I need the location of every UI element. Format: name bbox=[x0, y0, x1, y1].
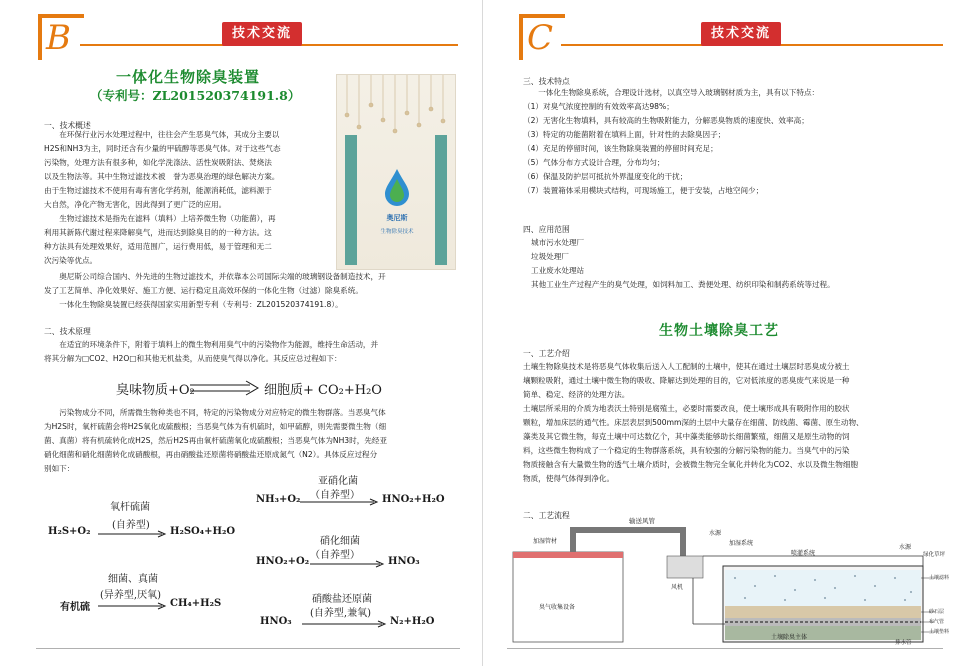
section-heading-process: 二、工艺流程 bbox=[523, 511, 570, 520]
section-title-soil: 生物土壤除臭工艺 bbox=[659, 323, 779, 339]
overview-text-2: 奥尼斯公司综合国内、外先进的生物过滤技术，并依靠本公司国际尖端的玻璃钢设备制造技术，开 发了工艺简单、净化效果好、施工方便、运行稳定且高效环保的一体化生物（过滤）除臭系统。 一体化生物除臭装置已经获得国家实用新型专利（专利号：ZL201520374191.8）。 bbox=[44, 272, 386, 309]
label-collect: 臭气收集设备 bbox=[539, 604, 576, 611]
applications-list: 城市污水处理厂 垃圾处理厂 工业废水处理站 其他工业生产过程产生的臭气处理，如饲料加工、粪便处理、纺织印染和制药系统等过程。 bbox=[531, 238, 835, 289]
section-heading-overview: 一、技术概述 bbox=[44, 121, 91, 130]
page-letter-b: B bbox=[38, 14, 84, 60]
section-heading-applications: 四、应用范围 bbox=[523, 225, 570, 234]
principle-text-2: 污染物成分不同，所需微生物种类也不同，特定的污染物成分对应特定的微生物群落。当恶臭气体 为H2S时，氧杆硫菌会将H2S氧化成硫酸根；当恶臭气体为有机硫时，如甲硫醇，则先需要微生物（细 菌、真菌）将有机硫转化成H2S，然后H2S再由氧杆硫菌氧化成硫酸根；当恶臭气体为NH3时，先经亚 硝化细菌和硝化细菌转化成硝酸根，再由硝酸盐还原菌将硝酸盐还原成氮气（N2）。具体反应过程分 别如下： bbox=[44, 408, 388, 473]
bead-curtain-icon bbox=[337, 75, 456, 135]
label-humid: 加湿系统 bbox=[729, 540, 754, 547]
label-layer-3: 布气管 bbox=[929, 619, 945, 625]
side-banner-right bbox=[435, 135, 447, 265]
principle-text: 在适宜的环境条件下，附着于填料上的微生物利用臭气中的污染物作为能源，维持生命活动，并 将其分解为□CO2、H2O□和其他无机盐类，从而使臭气得以净化。其反应总过程如下： bbox=[44, 340, 379, 363]
patent-number: （专利号：ZL201520374191.8） bbox=[90, 88, 301, 103]
label-spray: 喷灌系统 bbox=[791, 550, 816, 557]
label-body: 土壤除臭主体 bbox=[771, 634, 808, 641]
label-water-1: 水源 bbox=[709, 530, 722, 537]
label-layer-1: 土壤滤料 bbox=[929, 575, 950, 581]
brand-subtitle: 生物除臭技术 bbox=[380, 229, 414, 235]
product-photo bbox=[336, 74, 456, 270]
features-list: 一体化生物除臭系统，合理设计选材，以真空导入玻璃钢材质为主，具有以下特点： （1）对臭气浓度控制的有效效率高达98%； （2）无害化生物填料，具有较高的生物吸附能力，分解恶臭物质的速度快、效率高； （3）特定的功能菌附着在填料上面，针对性的去除臭因子； （4）充足的停留时间，该生物除臭装置的停留时间充足； （5）气体分布方式设计合理，分布均匀； （6）保温及防护层可抵抗外界温度变化的干扰； （7）装置箱体采用模块式结构，可现场施工，便于安装，占地空间少； bbox=[523, 88, 820, 195]
footer-rule bbox=[36, 648, 460, 649]
side-banner-left bbox=[345, 135, 357, 265]
label-water-2: 水源 bbox=[899, 544, 912, 551]
doc-title: 一体化生物除臭装置 bbox=[116, 68, 261, 86]
label-layer-4: 土壤垫料 bbox=[929, 629, 950, 635]
reaction-arrow-icon bbox=[300, 498, 380, 506]
page-letter-c: C bbox=[519, 14, 565, 60]
water-drop-logo-icon bbox=[381, 167, 413, 207]
equation-arrow-icon bbox=[190, 380, 260, 396]
process-diagram bbox=[503, 516, 953, 648]
label-layer-2: 砂石层 bbox=[929, 609, 945, 615]
section-heading-intro: 一、工艺介绍 bbox=[523, 349, 570, 358]
reaction-arrow-icon bbox=[302, 620, 388, 628]
section-heading-features: 三、技术特点 bbox=[523, 77, 570, 86]
page-c bbox=[483, 0, 966, 666]
overview-text: 在环保行业污水处理过程中，往往会产生恶臭气体，其成分主要以 H2S和NH3为主，同时还含有少量的甲硫醇等恶臭气体。对于这些气态 污染物，处理方法有很多种，如化学洗涤法、活性炭吸附法、焚烧法 以及生物法等。其中生物过滤技术被 誉为恶臭治理的绿色解决方案。 由于生物过滤技术不使用有毒有害化学药剂，能源消耗低，滤料源于 大自然，净化产物无害化，因此得到了更广泛的应用。 生物过滤技术是指先在滤料（填料）上培养微生物（功能菌），再 利用其新陈代谢过程来降解臭气，进而达到除臭目的的一种方法。这 种方法具有处理效果好，适用范围广，运行费用低，易于管理和无二 次污染等优点。 bbox=[44, 130, 281, 265]
label-green: 绿化草坪 bbox=[923, 552, 946, 558]
brand-name: 奥尼斯 bbox=[386, 214, 408, 222]
reaction-arrow-icon bbox=[98, 602, 168, 610]
page-b: B 技术交流 一体化生物除臭装置 （专利号：ZL201520374191.8） 奥尼斯 生物除臭技术 一、技术概述 在环保行业污水处理过程中，往往会产生恶臭气体，其成分主要以 H2S和NH3为主，同时还含有少量的甲硫醇等恶臭气体。对于这些气态 污染物，处理方法有很多种，如化学洗涤法、活性炭吸附法、焚烧法 以及生物法等。其中生物过滤技术被 誉为恶臭治理的绿色解决方案。 由于生物过滤技术不使用有毒有害化学药剂，能源消耗低，滤料源于 大自然，净化产物无害化，因此得到了更广泛的应用。 生物过滤技术是指先在滤料（填料）上培养微生物（功能菌），再 利用其新陈代谢过程来降解臭气，进而达到除臭目的的一种方法。这 种方法具有处理效果好，适用范围广，运行费用低，易于管理和无二 次污染等优点。 奥尼斯公司综合国内、外先进的生物过滤技术，并依靠本公司国际尖端的玻璃钢设备制造技术，开 发了工艺简单、净化效果好、施工方便、运行稳定且高效环保的一体化生物（过滤）除臭系统。 一体化生物除臭装置已经获得国家实用新型专利（专利号：ZL201520374191.8）。 二、技术原理 在适宜的环境条件下，附着于填料上的微生物利用臭气中的污染物作为能源，维持生命活动，并 将其分解为□CO2、H2O□和其他无机盐类，从而使臭气得以净化。其反应总过程如下： 臭味物质+O₂ 细胞质+ CO₂+H₂O 污染物成分不同，所需微生物种类也不同，特定的污染物成分对应特定的微生物群落。当恶臭气体 为H2S时，氧杆硫菌会将H2S氧化成硫酸根；当恶臭气体为有机硫时，如甲硫醇，则先需要微生物（细 菌、真菌）将有机硫转化成H2S，然后H2S再由氧杆硫菌氧化成硫酸根；当恶臭气体为NH3时，先经亚 硝化细菌和硝化细菌转化成硝酸根，再由硝酸盐还原菌将硝酸盐还原成氮气（N2）。具体反应过程分 别如下： H₂S+O₂ 氧杆硫菌 (自养型) H₂SO₄+H₂O 有机硫 细菌、真菌 (异养型,厌氧) CH₄+H₂S NH₃+O₂ 亚硝化菌 （自养型） HNO₂+H₂O HNO₂+O₂ 硝化细菌 （自养型） HNO₃ HNO₃ 硝酸盐还原菌 (自养型,兼氧) N₂+H₂O bbox=[0, 0, 483, 666]
label-duct: 输送风管 bbox=[629, 517, 655, 525]
label-fan: 风机 bbox=[671, 584, 684, 591]
reaction-arrow-icon bbox=[98, 530, 168, 538]
label-drain: 排水管 bbox=[895, 640, 912, 646]
header-badge: 技术交流 bbox=[222, 22, 302, 46]
soil-intro-text: 土壤生物除臭技术是将恶臭气体收集后送入人工配制的土壤中，使其在通过土壤层时恶臭成分被土 壤颗粒吸附，通过土壤中微生物的吸收、降解达到处理的目的，它对低浓度的恶臭废气来说是一种 简单、稳定、经济的处理方法。 土壤层所采用的介质为地表沃土特别是腐殖土，必要时需要改良，使土壤形成具有吸附作用的胶状 颗粒，增加床层的通气性。床层表层到500mm深的土层中大量存在细菌、防线菌、霉菌、原生动物、 藻类及其它微生物，每克土壤中可达数亿个，其中藻类能够助长细菌繁殖，细菌又是原生动物的饲 料，这些微生物构成了一个稳定的生物群落系统，具有较强的分解污染物的能力。当臭气中的污染 物质接触含有大量微生物的透气土壤介质时，会被微生物完全氧化并转化为CO2、水以及微生物细胞 物质，使得气体得到净化。 bbox=[523, 362, 864, 483]
main-equation-left: 臭味物质+O₂ bbox=[116, 383, 195, 398]
header-badge: 技术交流 bbox=[701, 22, 781, 46]
main-equation-right: 细胞质+ CO₂+H₂O bbox=[264, 383, 382, 398]
label-pipe: 加湿管材 bbox=[533, 538, 558, 545]
section-heading-principle: 二、技术原理 bbox=[44, 327, 91, 336]
footer-rule bbox=[507, 648, 943, 649]
reaction-arrow-icon bbox=[310, 560, 386, 568]
